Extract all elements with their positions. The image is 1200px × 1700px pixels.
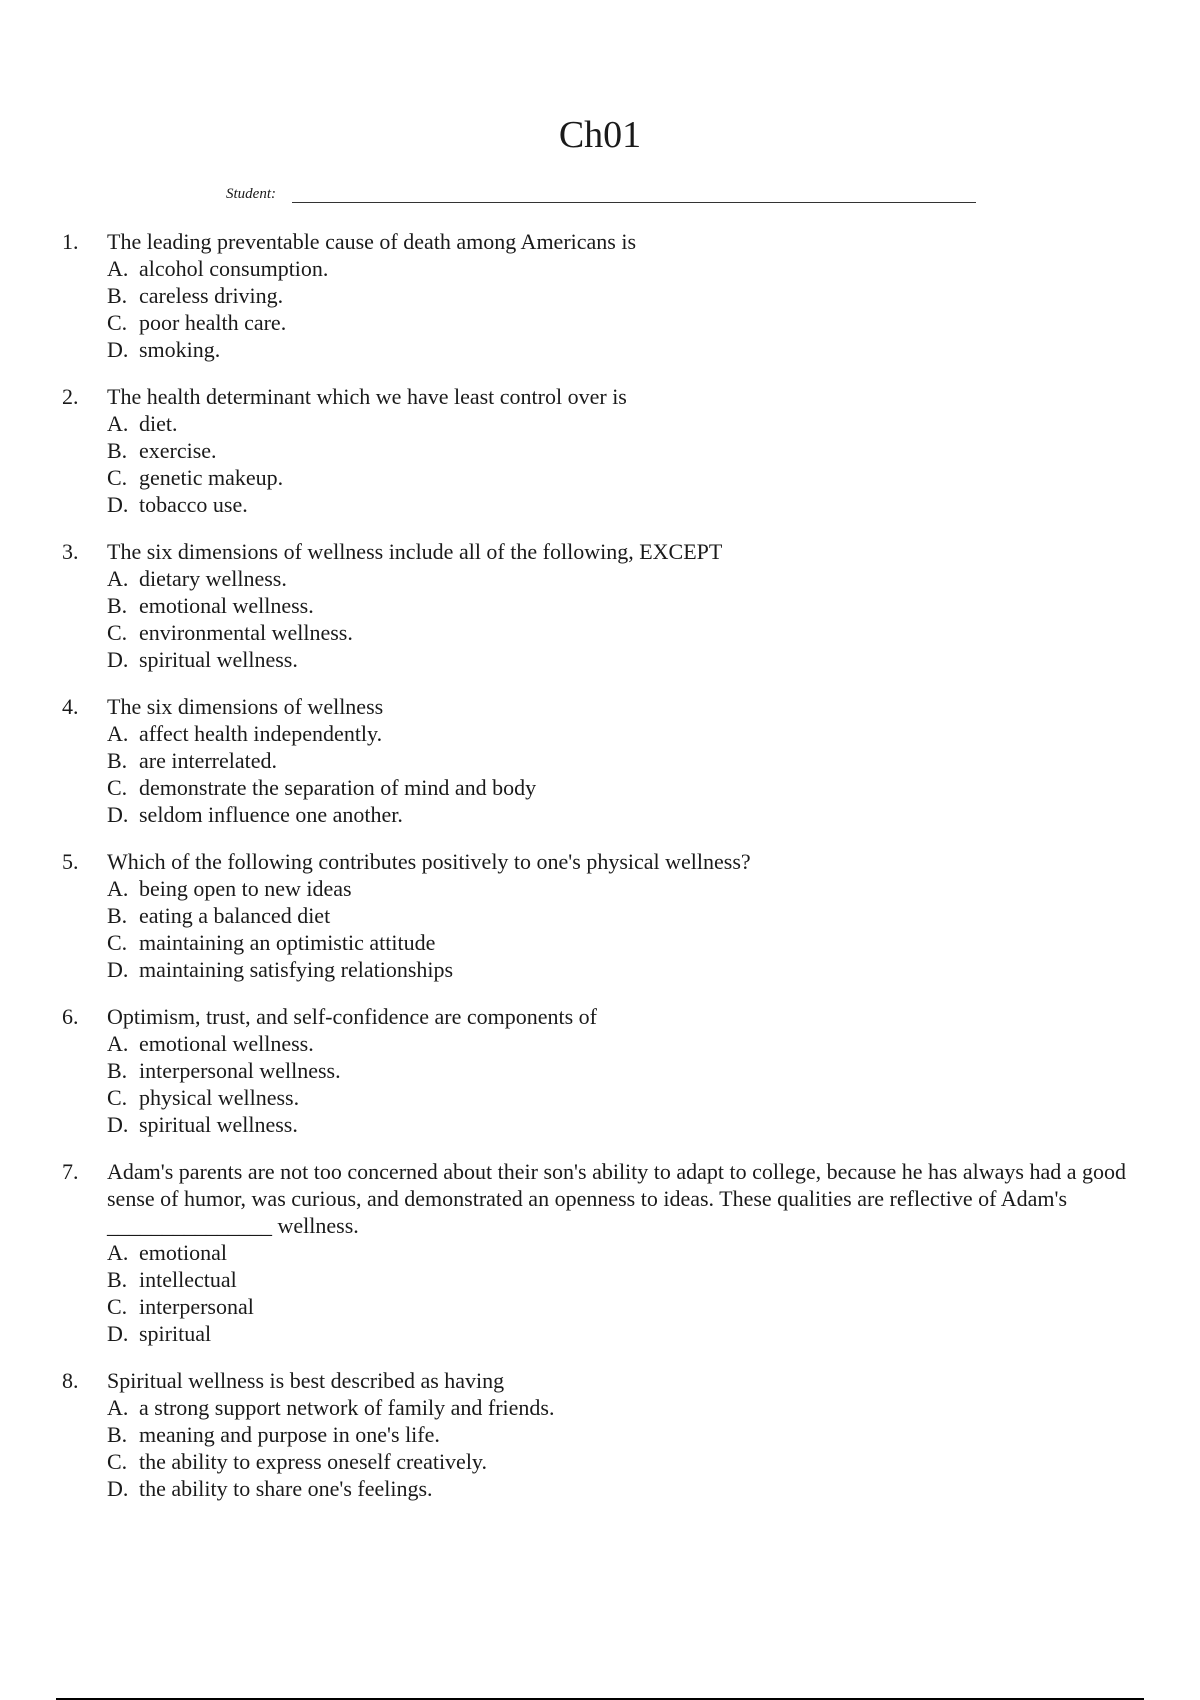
answer-option bbox=[107, 255, 1142, 282]
option-letter: A. bbox=[107, 1395, 129, 1420]
question-stem bbox=[62, 1367, 1142, 1394]
option-letter: B. bbox=[107, 283, 128, 308]
answer-option bbox=[107, 619, 1142, 646]
question-text: Adam's parents are not too concerned about their son's ability to adapt to college, because he has always had a good sense of humor, was curious, and demonstrated an openness to ideas. These qualities are reflective of Adam's _______________ wellness. bbox=[107, 1159, 1126, 1238]
answer-option bbox=[107, 1448, 1142, 1475]
option-text: careless driving. bbox=[139, 283, 284, 308]
answer-options bbox=[107, 410, 1142, 518]
option-letter: D. bbox=[107, 647, 129, 672]
option-text: interpersonal bbox=[139, 1294, 254, 1319]
option-text: eating a balanced diet bbox=[139, 903, 331, 928]
answer-options bbox=[107, 1239, 1142, 1347]
option-text: emotional bbox=[139, 1240, 227, 1265]
option-letter: C. bbox=[107, 1449, 128, 1474]
question-stem bbox=[62, 1003, 1142, 1030]
student-label: Student: bbox=[226, 186, 276, 202]
answer-option bbox=[107, 565, 1142, 592]
option-text: are interrelated. bbox=[139, 748, 278, 773]
option-letter: D. bbox=[107, 1321, 129, 1346]
option-letter: C. bbox=[107, 620, 128, 645]
option-text: environmental wellness. bbox=[139, 620, 353, 645]
answer-option bbox=[107, 1084, 1142, 1111]
option-text: meaning and purpose in one's life. bbox=[139, 1422, 440, 1447]
option-text: emotional wellness. bbox=[139, 593, 314, 618]
option-letter: C. bbox=[107, 775, 128, 800]
question-item bbox=[62, 1158, 1142, 1347]
option-letter: A. bbox=[107, 876, 129, 901]
answer-option bbox=[107, 491, 1142, 518]
option-letter: A. bbox=[107, 1240, 129, 1265]
option-letter: B. bbox=[107, 1422, 128, 1447]
answer-option bbox=[107, 875, 1142, 902]
option-letter: A. bbox=[107, 566, 129, 591]
option-text: genetic makeup. bbox=[139, 465, 284, 490]
option-letter: A. bbox=[107, 721, 129, 746]
answer-options bbox=[107, 255, 1142, 363]
question-text: Spiritual wellness is best described as having bbox=[107, 1368, 505, 1393]
answer-options bbox=[107, 1394, 1142, 1502]
answer-option bbox=[107, 410, 1142, 437]
question-number: 3. bbox=[62, 539, 79, 564]
answer-option bbox=[107, 437, 1142, 464]
question-item bbox=[62, 693, 1142, 828]
question-stem bbox=[62, 693, 1142, 720]
question-text: The health determinant which we have least control over is bbox=[107, 384, 627, 409]
answer-option bbox=[107, 1266, 1142, 1293]
option-text: demonstrate the separation of mind and body bbox=[139, 775, 537, 800]
question-item bbox=[62, 1367, 1142, 1502]
answer-option bbox=[107, 309, 1142, 336]
student-name-underline bbox=[292, 202, 976, 203]
option-text: being open to new ideas bbox=[139, 876, 352, 901]
page-title: Ch01 bbox=[558, 114, 642, 156]
option-text: exercise. bbox=[139, 438, 217, 463]
option-letter: D. bbox=[107, 1476, 129, 1501]
option-letter: D. bbox=[107, 1112, 129, 1137]
option-letter: A. bbox=[107, 256, 129, 281]
question-list bbox=[62, 228, 1142, 1522]
answer-options bbox=[107, 565, 1142, 673]
option-text: poor health care. bbox=[139, 310, 287, 335]
question-stem bbox=[62, 1158, 1142, 1239]
option-letter: B. bbox=[107, 903, 128, 928]
option-text: spiritual wellness. bbox=[139, 1112, 298, 1137]
option-text: interpersonal wellness. bbox=[139, 1058, 341, 1083]
option-letter: C. bbox=[107, 465, 128, 490]
option-text: affect health independently. bbox=[139, 721, 383, 746]
option-text: the ability to express oneself creatively. bbox=[139, 1449, 488, 1474]
option-text: maintaining an optimistic attitude bbox=[139, 930, 436, 955]
option-letter: C. bbox=[107, 310, 128, 335]
option-letter: D. bbox=[107, 492, 129, 517]
answer-options bbox=[107, 875, 1142, 983]
option-text: alcohol consumption. bbox=[139, 256, 329, 281]
question-item bbox=[62, 848, 1142, 983]
answer-option bbox=[107, 774, 1142, 801]
answer-option bbox=[107, 336, 1142, 363]
option-letter: A. bbox=[107, 411, 129, 436]
answer-option bbox=[107, 720, 1142, 747]
option-text: spiritual wellness. bbox=[139, 647, 298, 672]
answer-option bbox=[107, 1421, 1142, 1448]
option-text: physical wellness. bbox=[139, 1085, 300, 1110]
answer-option bbox=[107, 747, 1142, 774]
option-letter: C. bbox=[107, 1085, 128, 1110]
option-letter: B. bbox=[107, 748, 128, 773]
question-text: The six dimensions of wellness include all of the following, EXCEPT bbox=[107, 539, 723, 564]
option-text: maintaining satisfying relationships bbox=[139, 957, 454, 982]
question-item bbox=[62, 538, 1142, 673]
question-text: The six dimensions of wellness bbox=[107, 694, 384, 719]
option-letter: B. bbox=[107, 593, 128, 618]
question-stem bbox=[62, 538, 1142, 565]
question-number: 8. bbox=[62, 1368, 79, 1393]
answer-option bbox=[107, 592, 1142, 619]
question-item bbox=[62, 1003, 1142, 1138]
answer-option bbox=[107, 929, 1142, 956]
option-letter: A. bbox=[107, 1031, 129, 1056]
option-text: intellectual bbox=[139, 1267, 237, 1292]
option-text: spiritual bbox=[139, 1321, 212, 1346]
question-number: 7. bbox=[62, 1159, 79, 1184]
option-text: a strong support network of family and friends. bbox=[139, 1395, 555, 1420]
answer-option bbox=[107, 464, 1142, 491]
option-text: seldom influence one another. bbox=[139, 802, 403, 827]
option-text: diet. bbox=[139, 411, 178, 436]
question-stem bbox=[62, 228, 1142, 255]
answer-option bbox=[107, 1475, 1142, 1502]
question-text: The leading preventable cause of death among Americans is bbox=[107, 229, 637, 254]
answer-option bbox=[107, 956, 1142, 983]
answer-option bbox=[107, 646, 1142, 673]
answer-options bbox=[107, 720, 1142, 828]
option-letter: D. bbox=[107, 337, 129, 362]
option-text: dietary wellness. bbox=[139, 566, 287, 591]
option-text: emotional wellness. bbox=[139, 1031, 314, 1056]
answer-option bbox=[107, 282, 1142, 309]
question-item bbox=[62, 228, 1142, 363]
student-name-field bbox=[226, 184, 976, 206]
option-text: the ability to share one's feelings. bbox=[139, 1476, 433, 1501]
answer-option bbox=[107, 1394, 1142, 1421]
answer-options bbox=[107, 1030, 1142, 1138]
option-letter: B. bbox=[107, 1267, 128, 1292]
question-text: Optimism, trust, and self-confidence are components of bbox=[107, 1004, 597, 1029]
question-number: 5. bbox=[62, 849, 79, 874]
answer-option bbox=[107, 1320, 1142, 1347]
option-text: tobacco use. bbox=[139, 492, 248, 517]
option-text: smoking. bbox=[139, 337, 221, 362]
question-stem bbox=[62, 848, 1142, 875]
question-number: 4. bbox=[62, 694, 79, 719]
answer-option bbox=[107, 1239, 1142, 1266]
question-number: 2. bbox=[62, 384, 79, 409]
option-letter: B. bbox=[107, 438, 128, 463]
answer-option bbox=[107, 902, 1142, 929]
question-stem bbox=[62, 383, 1142, 410]
answer-option bbox=[107, 1030, 1142, 1057]
option-letter: C. bbox=[107, 1294, 128, 1319]
answer-option bbox=[107, 1293, 1142, 1320]
option-letter: C. bbox=[107, 930, 128, 955]
answer-option bbox=[107, 1057, 1142, 1084]
question-item bbox=[62, 383, 1142, 518]
option-letter: B. bbox=[107, 1058, 128, 1083]
answer-option bbox=[107, 801, 1142, 828]
question-text: Which of the following contributes positively to one's physical wellness? bbox=[107, 849, 751, 874]
question-number: 6. bbox=[62, 1004, 79, 1029]
question-number: 1. bbox=[62, 229, 79, 254]
answer-option bbox=[107, 1111, 1142, 1138]
option-letter: D. bbox=[107, 802, 129, 827]
option-letter: D. bbox=[107, 957, 129, 982]
